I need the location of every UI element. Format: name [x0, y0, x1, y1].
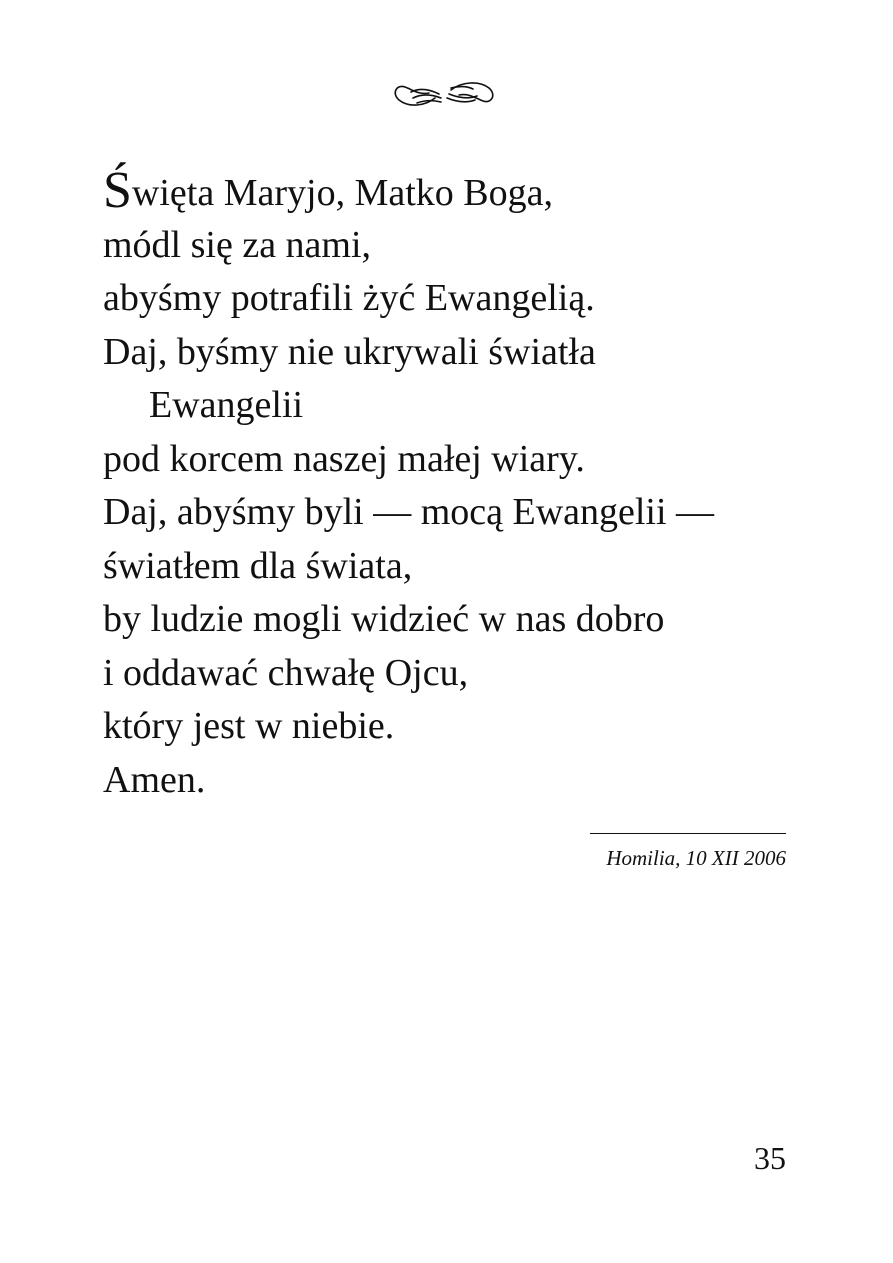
source-divider	[590, 833, 786, 834]
poem-line-6: pod korcem naszej małej wiary.	[103, 437, 585, 480]
poem-line-5: Ewangelii	[149, 384, 304, 426]
poem-line-9: by ludzie mogli widzieć w nas dobro	[103, 598, 665, 640]
poem-line-4: Daj, byśmy nie ukrywali światła	[103, 330, 596, 373]
source-citation: Homilia, 10 XII 2006	[606, 846, 786, 870]
poem-line-11: który jest w niebie.	[103, 705, 395, 747]
poem-line-12: Amen.	[103, 758, 206, 801]
poem	[103, 162, 823, 807]
poem-line-8: światłem dla świata,	[103, 544, 413, 587]
poem-line-7: Daj, abyśmy byli — mocą Ewangelii —	[103, 491, 715, 533]
page-number: 35	[754, 1140, 786, 1176]
poem-line-3: abyśmy potrafili żyć Ewangelią.	[103, 277, 595, 319]
flourish-ornament-icon	[389, 76, 505, 112]
poem-line-2: módl się za nami,	[103, 223, 372, 266]
drop-cap: Ś	[103, 162, 132, 219]
poem-line-1	[103, 162, 823, 219]
first-line-text: więta Maryjo, Matko Boga,	[131, 172, 554, 214]
poem-line-10: i oddawać chwałę Ojcu,	[103, 651, 469, 694]
